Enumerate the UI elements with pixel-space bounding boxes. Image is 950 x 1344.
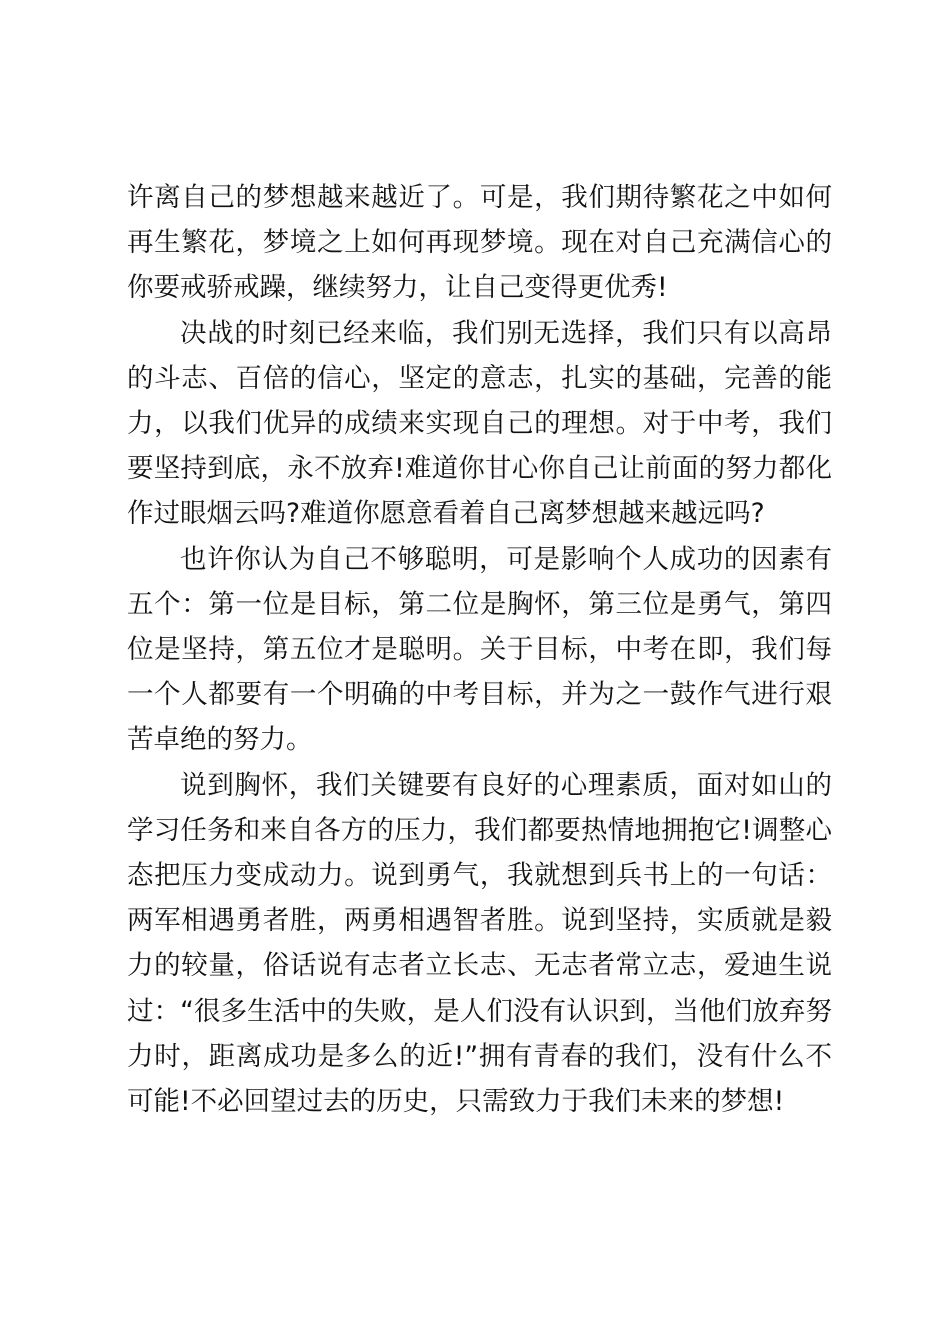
paragraph-success-factors: 也许你认为自己不够聪明，可是影响个人成功的因素有五个：第一位是目标，第二位是胸怀，第三位是勇气，第四位是坚持，第五位才是聪明。关于目标，中考在即，我们每一个人都要有一个明确的中考目标，并为之一鼓作气进行艰苦卓绝的努力。 (127, 543, 832, 756)
paragraph-decisive-moment: 决战的时刻已经来临，我们别无选择，我们只有以高昂的斗志、百倍的信心，坚定的意志，扎实的基础，完善的能力，以我们优异的成绩来实现自己的理想。对于中考，我们要坚持到底，永不放弃!难道你甘心你自己让前面的努力都化作过眼烟云吗?难道你愿意看着自己离梦想越来越远吗? (127, 317, 832, 530)
document-body (127, 175, 832, 1124)
paragraph-mindset-courage-persistence: 说到胸怀，我们关键要有良好的心理素质，面对如山的学习任务和来自各方的压力，我们都要热情地拥抱它!调整心态把压力变成动力。说到勇气，我就想到兵书上的一句话：两军相遇勇者胜，两勇相遇智者胜。说到坚持，实质就是毅力的较量，俗话说有志者立长志、无志者常立志，爱迪生说过：“很多生活中的失败，是人们没有认识到，当他们放弃努力时，距离成功是多么的近!”拥有青春的我们，没有什么不可能!不必回望过去的历史，只需致力于我们未来的梦想! (127, 769, 832, 1118)
paragraph-continuation: 许离自己的梦想越来越近了。可是，我们期待繁花之中如何再生繁花，梦境之上如何再现梦境。现在对自己充满信心的你要戒骄戒躁，继续努力，让自己变得更优秀! (127, 182, 832, 304)
